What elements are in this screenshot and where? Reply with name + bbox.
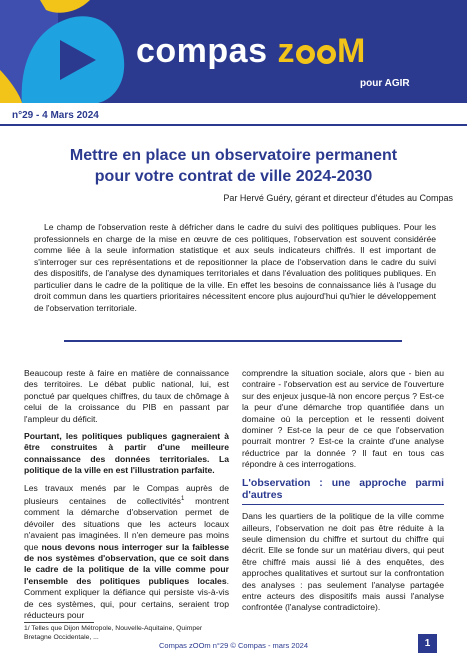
brand-o-icon — [296, 45, 315, 64]
header-banner — [0, 0, 467, 103]
footnote: 1/ Telles que Dijon Métropole, Nouvelle-Aquitaine, Quimper Bretagne Occidentale, ... — [24, 625, 203, 641]
left-paragraph-3 — [24, 483, 229, 622]
left-paragraph-3-text-c: . Comment expliquer la défiance qui persiste vis-à-vis de ces systèmes, qui, pour certains, seraient trop réducteurs pour — [24, 575, 229, 620]
title-line-2: pour votre contrat de ville 2024-2030 — [94, 168, 373, 185]
right-column — [242, 368, 444, 620]
article-intro: Le champ de l'observation reste à défricher dans le cadre du suivi des politiques publiques. Pour les professionnels en charge de la mise en œuvre de ces politiques, l'observation est souvent considérée comme liée à la seule information statistique et aux seuls indicateurs chiffrés. Il est important de s'interroger sur ces représentations et de repositionner la place de l'observation dans le cadre du suivi des dispositifs, de l'analyse des dynamiques territoriales et dans l'évaluation des politiques publiques. En particulier dans le cadre de la politique de la ville. En effet les besoins de connaissance liés à l'usage du droit commun dans les quartiers prioritaires nécessitent encore plus aujourd'hui qu'hier le développement de l'observation territoriale. — [34, 222, 436, 313]
left-paragraph-2-bold: Pourtant, les politiques publiques gagneraient à être construites à partir d'une meilleure connaissance des données territoriales. La politique de la ville en est l'illustration parfaite. — [24, 431, 229, 476]
brand-tagline: pour AGIR — [360, 78, 410, 89]
intro-divider — [64, 340, 402, 342]
brand-word-compas: compas — [136, 32, 268, 70]
page-footer: Compas zOOm n°29 © Compas - mars 2024 — [159, 641, 308, 650]
left-paragraph-3-text-a: Les travaux menés par le Compas auprès de plusieurs centaines de collectivités — [24, 482, 229, 506]
left-paragraph-3-text-b: montrent comment la démarche d'observation permet de dévoiler des situations que les acteurs locaux n'avaient pas imaginées. Il n'en demeure pas moins que — [24, 495, 229, 552]
left-paragraph-1: Beaucoup reste à faire en matière de connaissance des territoires. Le débat public national, lui, est ponctué par quelques chiffres, du taux de chômage à celui de la croissance du PIB en passant par l'ampleur du déficit. — [24, 368, 229, 424]
right-paragraph-1: comprendre la situation sociale, alors que - bien au contraire - l'observation est au service de l'ouverture sur des enjeux jusque-là non encore perçus ? Est-ce la peur d'une démarche trop quantifiée dans un domaine où la perception et le ressenti doivent dominer ? Est-ce la peur de ce que l'observation pourrait montrer ? Est-ce la crainte d'une analyse réductrice par la donnée ? Il faut en tous cas répondre à ces interrogations. — [242, 368, 444, 470]
right-paragraph-2: Dans les quartiers de la politique de la ville comme ailleurs, l'observation ne doit pas être réduite à la seule dimension du chiffre et surtout du chiffre qui décrit. Elle se fonde sur un matériau divers, qui peut être chiffré mais aussi lié à des enquêtes, des approches qualitatives et surtout sur la confrontation des analyses : pas seulement l'analyse partagée entre acteurs des dispositifs mais aussi l'analyse confrontée (l'analyse contradictoire). — [242, 511, 444, 613]
brand-word-zoom — [278, 32, 366, 70]
section-divider — [242, 504, 444, 506]
issue-number: n°29 - 4 Mars 2024 — [12, 110, 99, 121]
brand-letter-m: M — [337, 32, 366, 70]
page-number: 1 — [418, 634, 437, 653]
left-column — [24, 368, 229, 627]
title-line-1: Mettre en place un observatoire permanent — [69, 147, 398, 164]
article-author: Par Hervé Guéry, gérant et directeur d'études au Compas — [223, 193, 453, 203]
brand-title — [136, 34, 366, 68]
compas-logo-icon — [0, 0, 130, 103]
section-heading: L'observation : une approche parmi d'autres — [242, 476, 444, 501]
article-title — [20, 145, 447, 187]
brand-o-icon — [317, 45, 336, 64]
left-paragraph-3-bold: nous devons nous interroger sur la faiblesse de nos systèmes d'observation, que ce soit dans le cadre de la politique de la ville comme pour l'ensemble des politiques publiques locales — [24, 541, 229, 586]
header-divider — [0, 124, 467, 126]
footnote-ref: 1 — [180, 496, 185, 503]
footnote-divider — [24, 622, 94, 623]
brand-letter-z: z — [277, 32, 295, 70]
left-paragraph-2 — [24, 431, 229, 477]
